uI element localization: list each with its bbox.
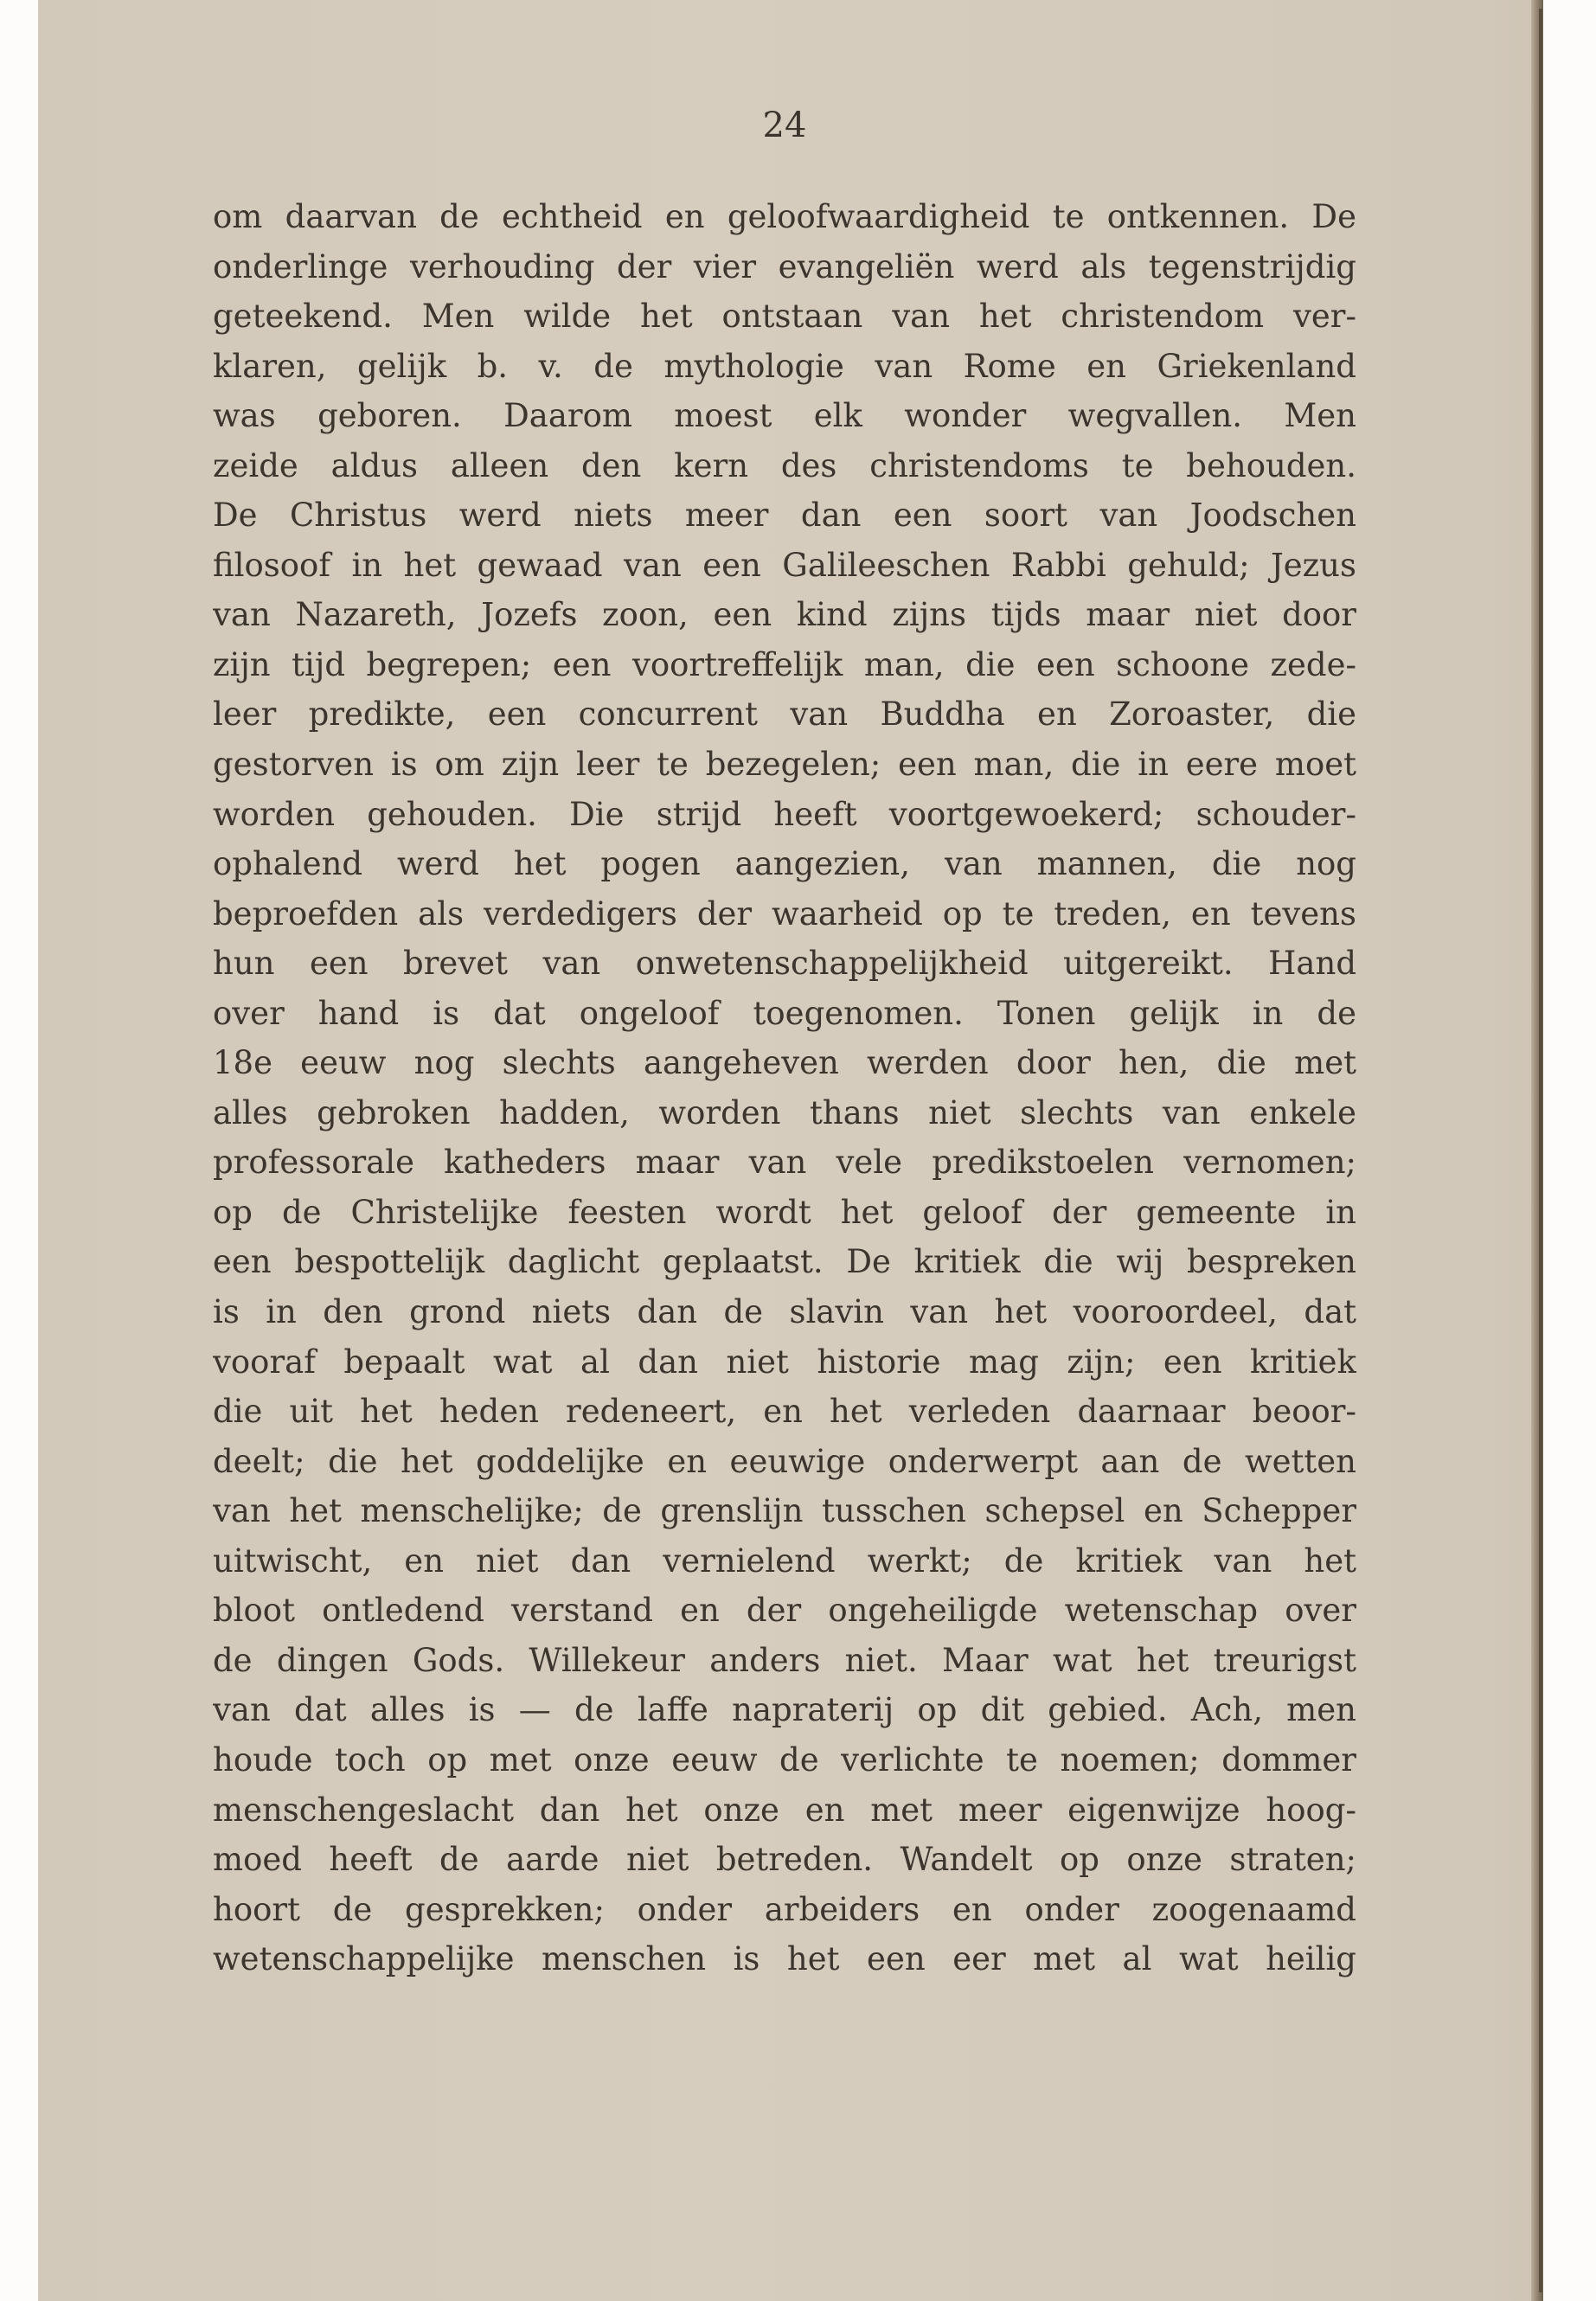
text-line: een bespottelijk daglicht geplaatst. De kritiek die wij bespreken <box>213 1243 1356 1281</box>
text-line: beproefden als verdedigers der waarheid op te treden, en tevens <box>213 894 1356 933</box>
text-line: de dingen Gods. Willekeur anders niet. Maar wat het treurigst <box>213 1641 1356 1679</box>
text-line: om daarvan de echtheid en geloofwaardigheid te ontkennen. De <box>213 198 1356 235</box>
text-line: geteekend. Men wilde het ontstaan van het christendom ver- <box>213 298 1356 336</box>
text-line: zijn tijd begrepen; een voortreffelijk man, die een schoone zede- <box>213 645 1356 683</box>
text-line: professorale katheders maar van vele predikstoelen vernomen; <box>213 1144 1356 1182</box>
text-line: wetenschappelijke menschen is het een eer met al wat heilig <box>213 1940 1356 1978</box>
text-line: was geboren. Daarom moest elk wonder wegvallen. Men <box>213 397 1356 435</box>
text-line: hoort de gesprekken; onder arbeiders en onder zoogenaamd <box>213 1890 1356 1928</box>
book-page <box>38 0 1543 2301</box>
text-line: menschengeslacht dan het onze en met meer eigenwijze hoog- <box>213 1791 1356 1829</box>
text-line: ophalend werd het pogen aangezien, van mannen, die nog <box>213 845 1356 883</box>
text-line: van dat alles is — de laffe napraterij op dit gebied. Ach, men <box>213 1691 1356 1729</box>
text-line: leer predikte, een concurrent van Buddha en Zoroaster, die <box>213 695 1356 734</box>
text-line: op de Christelijke feesten wordt het geloof der gemeente in <box>213 1193 1356 1231</box>
body-text <box>213 192 1356 1984</box>
binding-line <box>1539 9 1542 2292</box>
text-line: De Christus werd niets meer dan een soort van Joodschen <box>213 497 1356 535</box>
text-line: deelt; die het goddelijke en eeuwige onderwerpt aan de wetten <box>213 1442 1356 1480</box>
text-line: onderlinge verhouding der vier evangeliën werd als tegenstrijdig <box>213 247 1356 285</box>
text-line: houde toch op met onze eeuw de verlichte te noemen; dommer <box>213 1740 1356 1779</box>
text-line: klaren, gelijk b. v. de mythologie van Rome en Griekenland <box>213 347 1356 385</box>
text-line: moed heeft de aarde niet betreden. Wandelt op onze straten; <box>213 1841 1356 1879</box>
text-line: zeide aldus alleen den kern des christendoms te behouden. <box>213 446 1356 484</box>
text-line: van Nazareth, Jozefs zoon, een kind zijns tijds maar niet door <box>213 596 1356 634</box>
text-line: filosoof in het gewaad van een Galileeschen Rabbi gehuld; Jezus <box>213 546 1356 584</box>
text-line: 18e eeuw nog slechts aangeheven werden door hen, die met <box>213 1044 1356 1082</box>
page-number: 24 <box>762 106 807 145</box>
text-line: bloot ontledend verstand en der ongeheiligde wetenschap over <box>213 1592 1356 1630</box>
text-line: vooraf bepaalt wat al dan niet historie mag zijn; een kritiek <box>213 1343 1356 1381</box>
text-line: van het menschelijke; de grenslijn tusschen schepsel en Schepper <box>213 1492 1356 1530</box>
text-line: gestorven is om zijn leer te bezegelen; een man, die in eere moet <box>213 746 1356 784</box>
text-line: hun een brevet van onwetenschappelijkheid uitgereikt. Hand <box>213 945 1356 983</box>
text-line: is in den grond niets dan de slavin van het vooroordeel, dat <box>213 1293 1356 1331</box>
text-line: alles gebroken hadden, worden thans niet slechts van enkele <box>213 1093 1356 1131</box>
text-line: over hand is dat ongeloof toegenomen. Tonen gelijk in de <box>213 994 1356 1032</box>
text-line: uitwischt, en niet dan vernielend werkt; de kritiek van het <box>213 1541 1356 1580</box>
text-line: worden gehouden. Die strijd heeft voortgewoekerd; schouder- <box>213 795 1356 833</box>
text-line: die uit het heden redeneert, en het verleden daarnaar beoor- <box>213 1393 1356 1431</box>
